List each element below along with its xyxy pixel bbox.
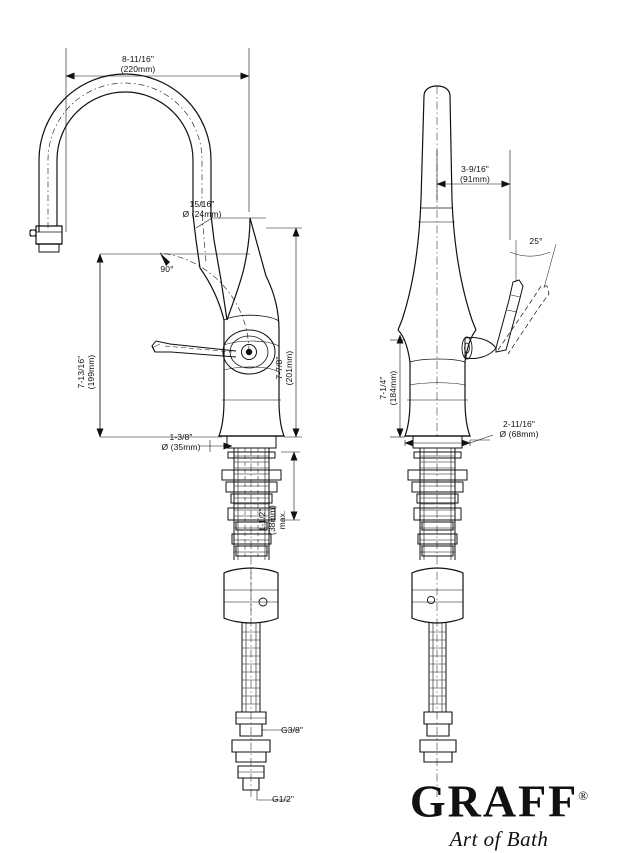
dim-body-diameter: 2-11/16" Ø (68mm) (499, 419, 539, 439)
registered-mark: ® (578, 788, 589, 803)
dim-base-diameter: 1-3/8" Ø (35mm) (161, 432, 201, 452)
side-view-dimensions (66, 48, 302, 800)
dim-handle-tilt-angle: 25° (529, 236, 543, 246)
dim-spout-reach: 8-11/16" (220mm) (120, 54, 156, 74)
dim-handle-height: 7-7/8" (201mm) (274, 350, 294, 386)
dim-handle-reach: 3-9/16" (91mm) (460, 164, 490, 184)
dim-thread-g12: G1/2" (272, 794, 294, 804)
brand-logo (388, 772, 610, 852)
dim-thread-g38: G3/8" (281, 725, 303, 735)
brand-name: GRAFF® (409, 775, 589, 827)
brand-tagline: Art of Bath (449, 827, 549, 852)
dim-max-deck-thickness: 1-1/2" (38mm) max. (257, 505, 287, 535)
dim-front-height: 7-1/4" (184mm) (378, 370, 398, 406)
dim-spout-diameter: 15/16" Ø (24mm) (182, 199, 222, 219)
dim-swivel-angle: 90° (160, 264, 174, 274)
dim-overall-height: 7-13/16" (199mm) (76, 354, 96, 390)
